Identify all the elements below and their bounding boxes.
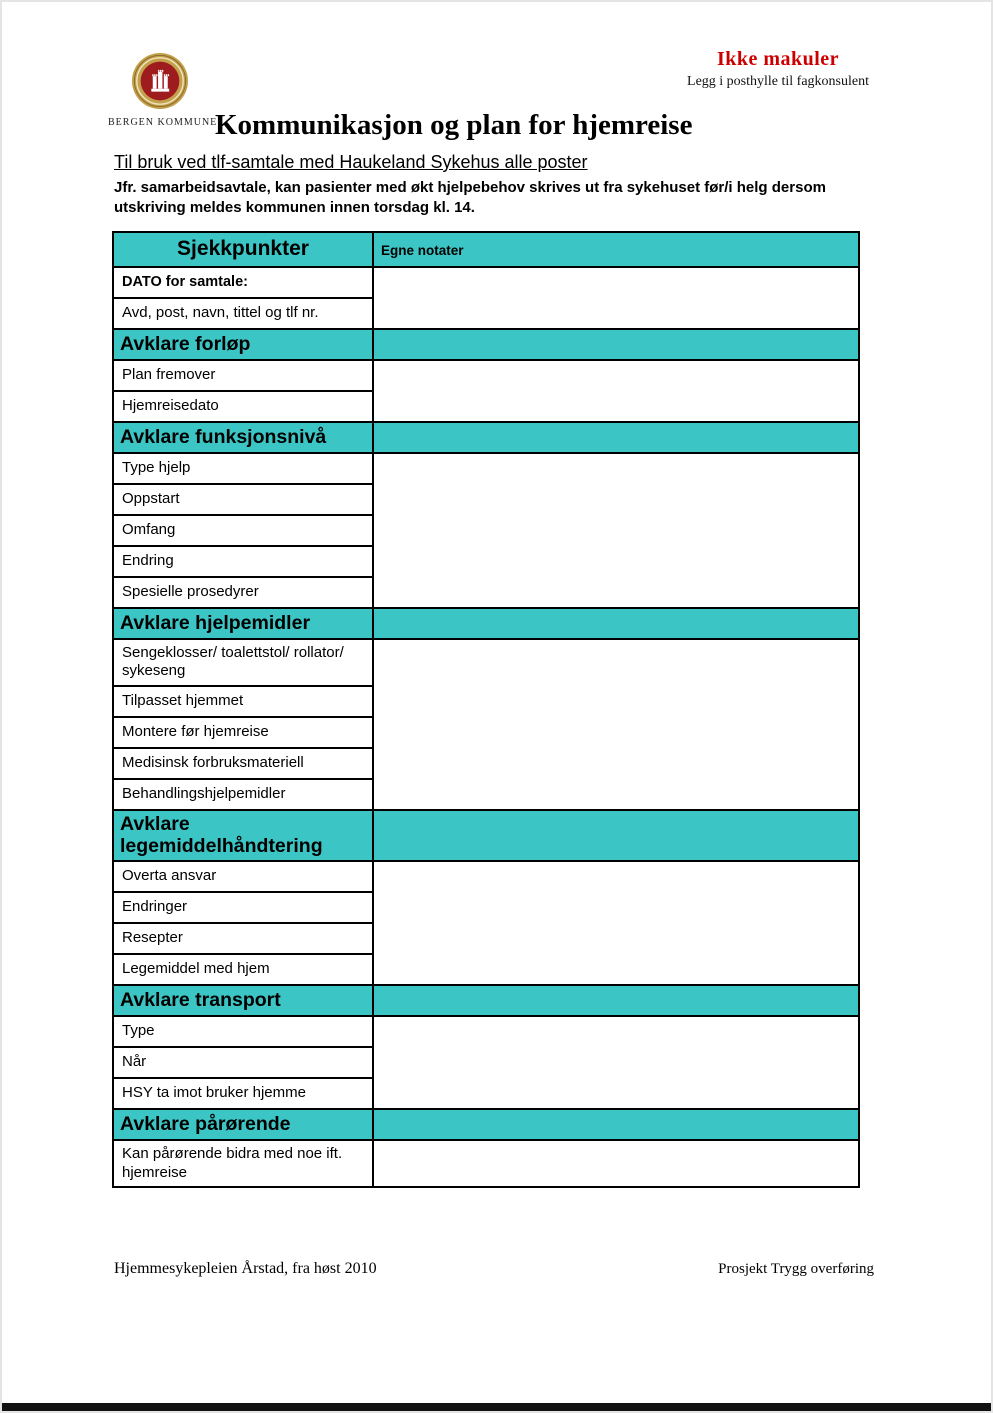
checklist-header-row [113, 232, 859, 267]
section-row [113, 608, 859, 639]
checkpoint-label: DATO for samtale: [113, 267, 373, 298]
checkpoint-label: Behandlingshjelpemidler [113, 779, 373, 810]
section-notes-cell [373, 329, 859, 360]
notes-field [373, 861, 859, 985]
checklist-body [113, 232, 859, 1188]
page-bottom-edge [2, 1403, 991, 1411]
section-header: Avklare funksjonsnivå [113, 422, 373, 453]
section-notes-cell [373, 1109, 859, 1140]
section-row [113, 1109, 859, 1140]
checkpoint-row [113, 1140, 859, 1188]
section-row [113, 329, 859, 360]
bergen-kommune-label: BERGEN KOMMUNE [108, 117, 218, 128]
section-notes-cell [373, 608, 859, 639]
section-row [113, 422, 859, 453]
stamp-title: Ikke makuler [716, 48, 840, 70]
section-row [113, 985, 859, 1016]
checkpoint-row [113, 639, 859, 687]
checkpoint-label: Hjemreisedato [113, 391, 373, 422]
footer-source: Hjemmesykepleien Årstad, fra høst 2010 [114, 1260, 377, 1278]
checkpoint-label: Spesielle prosedyrer [113, 577, 373, 608]
section-header: Avklare legemiddelhåndtering [113, 810, 373, 861]
checkpoint-row [113, 453, 859, 484]
checkpoint-label: Type hjelp [113, 453, 373, 484]
checkpoint-label: Overta ansvar [113, 861, 373, 892]
checklist-table [112, 231, 860, 1189]
notes-field [373, 1016, 859, 1109]
checkpoint-label: Sengeklosser/ toalettstol/ rollator/ sykeseng [113, 639, 373, 687]
checkpoint-label: Tilpasset hjemmet [113, 686, 373, 717]
stamp-block [687, 48, 869, 90]
usage-subtitle: Til bruk ved tlf-samtale med Haukeland Sykehus alle poster [114, 152, 588, 172]
stamp-subtitle: Legg i posthylle til fagkonsulent [687, 74, 869, 89]
page-title: Kommunikasjon og plan for hjemreise [215, 109, 693, 142]
checkpoint-label: Omfang [113, 515, 373, 546]
document-content [112, 152, 874, 1278]
checkpoint-label: Resepter [113, 923, 373, 954]
section-row [113, 810, 859, 861]
checkpoint-label: Oppstart [113, 484, 373, 515]
checkpoint-label: Medisinsk forbruksmateriell [113, 748, 373, 779]
checkpoint-label: Montere før hjemreise [113, 717, 373, 748]
section-header: Avklare forløp [113, 329, 373, 360]
section-notes-cell [373, 422, 859, 453]
checkpoint-label: Endring [113, 546, 373, 577]
checkpoint-row [113, 861, 859, 892]
checkpoint-row [113, 267, 859, 298]
page-footer [112, 1260, 874, 1278]
bergen-kommune-seal-icon [131, 52, 189, 110]
checkpoint-label: Kan pårørende bidra med noe ift. hjemreise [113, 1140, 373, 1188]
notes-field [373, 1140, 859, 1188]
agreement-note: Jfr. samarbeidsavtale, kan pasienter med økt hjelpebehov skrives ut fra sykehuset før/i helg dersom utskriving meldes kommunen innen torsdag kl. 14. [114, 179, 826, 217]
checkpoint-label: Endringer [113, 892, 373, 923]
notes-field [373, 639, 859, 811]
section-notes-cell [373, 810, 859, 861]
checkpoint-label: Plan fremover [113, 360, 373, 391]
checkpoint-label: HSY ta imot bruker hjemme [113, 1078, 373, 1109]
notes-field [373, 267, 859, 329]
checkpoint-row [113, 360, 859, 391]
notes-field [373, 360, 859, 422]
notes-field [373, 453, 859, 608]
bergen-kommune-logo [108, 52, 218, 128]
section-header: Avklare transport [113, 985, 373, 1016]
checkpoint-label: Type [113, 1016, 373, 1047]
checkpoint-row [113, 1016, 859, 1047]
section-header: Avklare pårørende [113, 1109, 373, 1140]
notes-column-header: Egne notater [373, 232, 859, 267]
footer-project: Prosjekt Trygg overføring [718, 1261, 874, 1278]
section-notes-cell [373, 985, 859, 1016]
checkpoints-column-header: Sjekkpunkter [113, 232, 373, 267]
checkpoint-label: Når [113, 1047, 373, 1078]
section-header: Avklare hjelpemidler [113, 608, 373, 639]
checkpoint-label: Avd, post, navn, tittel og tlf nr. [113, 298, 373, 329]
checkpoint-label: Legemiddel med hjem [113, 954, 373, 985]
